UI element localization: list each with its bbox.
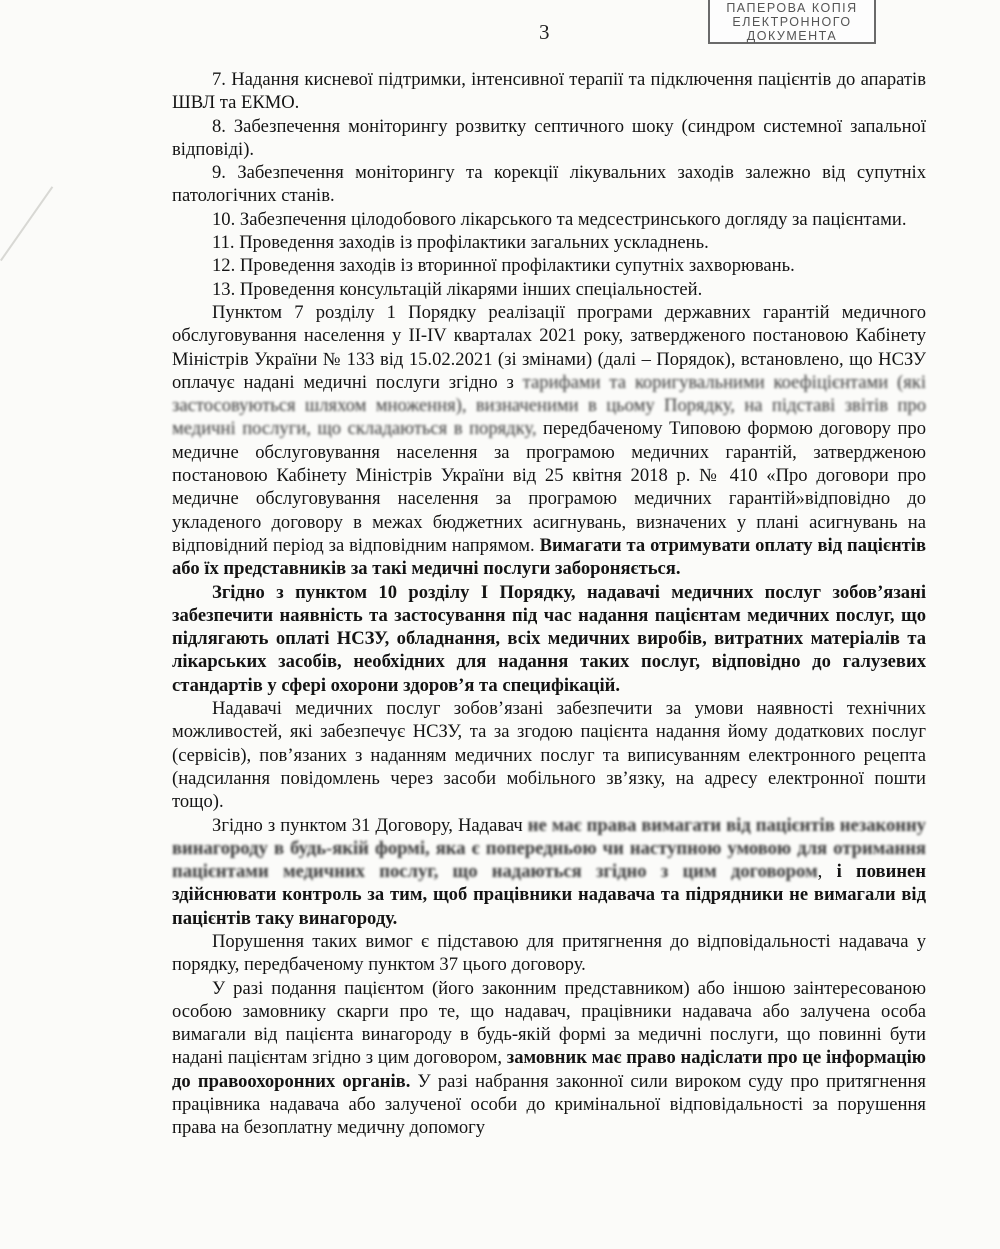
list-item: 7. Надання кисневої підтримки, інтенсивної терапії та підключення пацієнтів до апаратів ШВЛ та ЕКМО. xyxy=(172,69,926,114)
paragraph-tariffs xyxy=(172,301,926,581)
bold-text: і повинен здійснювати контроль за тим, щоб працівники надавача та підрядники не вимагали від пацієнтів таку винагороду. xyxy=(172,861,926,929)
list-item: 12. Проведення заходів із вторинної профілактики супутніх захворювань. xyxy=(212,255,795,277)
paragraph-equipment xyxy=(172,581,926,697)
paragraph-contract xyxy=(172,814,926,930)
list-item: 11. Проведення заходів із профілактики загальних ускладнень. xyxy=(212,232,709,254)
paragraph-text: передбаченому Типовою формою договору про медичне обслуговування населення за програмою медичних гарантій, затвердженою постановою Кабінету Міністрів України від 25 квітня 2018 р. № 410 «Про договори про медичне обслуговування населення за програмою медичних гарантій»відповідно до укладеного договору в межах бюджетних асигнувань, визначених у плані асигнувань на відповідний період за відповідним напрямом. xyxy=(172,418,926,556)
stamp-line: ПАПЕРОВА КОПІЯ xyxy=(726,1,858,15)
paragraph-text: У разі подання пацієнтом (його законним представником) або іншою заінтересованою особою замовнику скарги про те, що надавач, працівники надавача або залучена особа вимагали від пацієнта винагороду в будь-якій формі за медичні послуги, що повинні бути надані пацієнтам згідно з цим договором, xyxy=(172,977,926,1069)
list-item: 13. Проведення консультацій лікарями інших спеціальностей. xyxy=(212,278,703,300)
bold-text: Згідно з пунктом 10 розділу І Порядку, надавачі медичних послуг зобов’язані забезпечити наявність та застосування під час надання пацієнтам медичних послуг, що підлягають оплаті НСЗУ, обладнання, всіх медичних виробів, витратних матеріалів та лікарських засобів, необхідних для надання таких послуг, відповідно до галузевих стандартів у сфері охорони здоров’я та специфікацій. xyxy=(172,581,926,696)
paragraph-text: Пунктом 7 розділу 1 Порядку реалізації програми державних гарантій медичного обслуговування населення у ІІ-IV кварталах 2021 року, затвердженого постановою Кабінету Міністрів України № 133 від 15.02.2021 (зі змінами) (далі – Порядок), встановлено, що НСЗУ оплачує надані медичні послуги згідно з xyxy=(172,301,926,393)
document-body xyxy=(172,68,926,1140)
blurred-text: тарифами та коригувальними коефіцієнтами (які застосовуються шляхом множення), визначеними в цьому Порядку, на підставі звітів про медичні послуги, що складаються в порядку, xyxy=(172,371,926,440)
paragraph-text: Згідно з пунктом 31 Договору, Надавач xyxy=(212,814,528,836)
list-item: 9. Забезпечення моніторингу та корекції лікувальних заходів залежно від супутніх патологічних станів. xyxy=(172,162,926,207)
stamp-line: ДОКУМЕНТА xyxy=(746,29,838,43)
list-item: 8. Забезпечення моніторингу розвитку септичного шоку (синдром системної запальної відповіді). xyxy=(172,115,926,160)
page-number: 3 xyxy=(539,20,550,44)
bold-text: не має права вимагати від пацієнтів незаконну винагороду в будь-якій формі, яка є попередньою чи наступною умовою для отримання пацієнтами медичних послуг, що надаються згідно з цим договором xyxy=(172,814,926,883)
stamp-line: ЕЛЕКТРОННОГО xyxy=(732,15,852,29)
list-item: 10. Забезпечення цілодобового лікарського та медсестринського догляду за пацієнтами. xyxy=(212,208,907,230)
electronic-copy-stamp xyxy=(708,0,876,44)
paragraph-complaint xyxy=(172,977,926,1140)
scan-artifact xyxy=(0,186,53,261)
bold-text: Вимагати та отримувати оплату від пацієнтів або їх представників за такі медичні послуги забороняється. xyxy=(172,534,926,580)
paragraph-text: У разі набрання законної сили вироком суду про притягнення працівника надавача або залученої особи до кримінальної відповідальності за порушення права на безоплатну медичну допомогу xyxy=(172,1070,926,1139)
paragraph-violation: Порушення таких вимог є підставою для притягнення до відповідальності надавача у порядку, передбаченому пунктом 37 цього договору. xyxy=(172,930,926,976)
bold-text: замовник має право надіслати про це інформацію до правоохоронних органів. xyxy=(172,1047,926,1092)
paragraph-services: Надавачі медичних послуг зобов’язані забезпечити за умови наявності технічних можливостей, які забезпечує НСЗУ, та за згодою пацієнта надання йому додаткових послуг (сервісів), пов’язаних з наданням медичних послуг та виписуванням електронного рецепта (надсилання повідомлень через засоби мобільного зв’язку, на адресу електронної пошти тощо). xyxy=(172,698,926,813)
paragraph-text: , xyxy=(817,861,837,883)
